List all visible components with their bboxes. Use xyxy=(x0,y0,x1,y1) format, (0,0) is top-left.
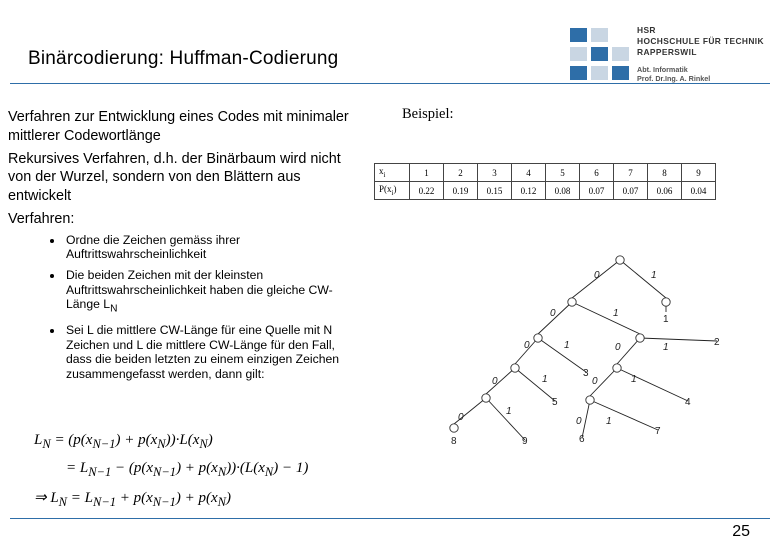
bullet-item xyxy=(64,233,358,262)
leaf-label: 1 xyxy=(663,314,669,325)
tree-node xyxy=(613,364,621,372)
leaf-label: 5 xyxy=(552,397,558,408)
paragraph: Rekursives Verfahren, d.h. der Binärbaum wird nicht von der Wurzel, sondern von den Blättern aus entwickelt xyxy=(8,150,341,205)
edge-label: 1 xyxy=(542,374,548,385)
tree-node xyxy=(511,364,519,372)
tree-node xyxy=(482,394,490,402)
tree-node xyxy=(450,424,458,432)
footer-divider xyxy=(10,518,770,519)
edge-label: 1 xyxy=(564,340,570,351)
edge-label: 1 xyxy=(651,270,657,281)
leaf-label: 4 xyxy=(685,397,691,408)
tree-edge xyxy=(620,260,666,298)
table-cell-p: 0.22 xyxy=(410,182,444,200)
tree-edge xyxy=(582,400,590,438)
bullet-text: Sei L die mittlere CW-Länge für eine Quelle mit N Zeichen und L die mittlere CW-Länge für den Fall, dass die beiden letzten zu einem einzigen Zeichen zusammengefasst werden, dann gilt: xyxy=(66,323,340,381)
row-header: $P(x_i)$ xyxy=(375,182,410,200)
table-cell-x: 9 xyxy=(682,164,716,182)
edge-label: 1 xyxy=(663,342,669,353)
tree-node xyxy=(616,256,624,264)
table-cell-p: 0.12 xyxy=(512,182,546,200)
table-cell-x: 8 xyxy=(648,164,682,182)
org-line: HOCHSCHULE FÜR TECHNIK xyxy=(637,36,764,46)
slide-title: Binärcodierung: Huffman-Codierung xyxy=(28,48,339,69)
tree-node xyxy=(636,334,644,342)
probability-table xyxy=(374,163,716,200)
table-cell-p: 0.15 xyxy=(478,182,512,200)
leaf-label: 3 xyxy=(583,368,589,379)
table-cell-x: 4 xyxy=(512,164,546,182)
edge-label: 0 xyxy=(594,270,600,281)
row-header: $x_i$ xyxy=(375,164,410,182)
table-cell-p: 0.07 xyxy=(580,182,614,200)
department-info xyxy=(637,65,710,83)
edge-label: 0 xyxy=(550,308,556,319)
edge-label: 1 xyxy=(631,374,637,385)
tree-edge xyxy=(486,398,525,440)
table-cell-x: 3 xyxy=(478,164,512,182)
edge-label: 0 xyxy=(615,342,621,353)
page-number: 25 xyxy=(732,523,750,540)
leaf-label: 2 xyxy=(714,337,720,348)
table-cell-x: 7 xyxy=(614,164,648,182)
tree-edge xyxy=(640,338,717,341)
tree-node xyxy=(568,298,576,306)
edge-label: 0 xyxy=(524,340,530,351)
leaf-label: 9 xyxy=(522,436,528,447)
leaf-label: 8 xyxy=(451,436,457,447)
edge-label: 1 xyxy=(506,406,512,417)
edge-label: 0 xyxy=(492,376,498,387)
bullet-item xyxy=(64,268,358,317)
table-cell-p: 0.19 xyxy=(444,182,478,200)
hsr-logo xyxy=(568,26,632,82)
table-cell-p: 0.06 xyxy=(648,182,682,200)
formula-line-3: ⇒ $L_N = L_{N-1} + p(x_{N-1}) + p(x_N)$ xyxy=(34,490,231,509)
example-label: Beispiel: xyxy=(402,106,454,122)
bullet-list xyxy=(8,233,358,382)
leaf-label: 6 xyxy=(579,434,585,445)
formula-line-1: $L_N = (p(x_{N-1}) + p(x_N))\cdot L(x_N)$ xyxy=(34,432,213,451)
body-text xyxy=(8,108,358,388)
table-cell-p: 0.07 xyxy=(614,182,648,200)
table-cell-x: 1 xyxy=(410,164,444,182)
tree-edge xyxy=(486,368,515,394)
paragraph: Verfahren zur Entwicklung eines Codes mit minimaler mittlerer Codewortlänge xyxy=(8,109,349,144)
tree-node xyxy=(662,298,670,306)
bullet-text: Die beiden Zeichen mit der kleinsten Auftrittswahrscheinlichkeit haben die gleiche CW-Länge L xyxy=(66,267,333,312)
title-divider xyxy=(10,83,770,84)
leaf-label: 7 xyxy=(655,426,661,437)
tree-edge xyxy=(538,338,586,372)
bullet-text: Ordne die Zeichen gemäss ihrer Auftrittswahrscheinlichkeit xyxy=(66,232,241,262)
tree-node xyxy=(534,334,542,342)
tree-edge xyxy=(590,400,658,430)
table-cell-p: 0.04 xyxy=(682,182,716,200)
formula-line-2: = $L_{N-1} - (p(x_{N-1}) + p(x_N))\cdot(L(x_N) - 1)$ xyxy=(66,460,309,479)
dept-line: Abt. Informatik xyxy=(637,65,688,74)
tree-edge xyxy=(572,302,640,334)
table-row xyxy=(375,164,716,182)
edge-label: 0 xyxy=(576,416,582,427)
edge-label: 0 xyxy=(458,412,464,423)
edge-label: 1 xyxy=(606,416,612,427)
tree-edge xyxy=(515,368,555,401)
dept-line: Prof. Dr.Ing. A. Rinkel xyxy=(637,74,711,83)
table-cell-p: 0.08 xyxy=(546,182,580,200)
org-line: HSR xyxy=(637,25,656,35)
tree-node xyxy=(586,396,594,404)
table-cell-x: 6 xyxy=(580,164,614,182)
table-cell-x: 5 xyxy=(546,164,580,182)
subscript: N xyxy=(110,303,118,315)
bullet-item xyxy=(64,323,358,381)
org-name xyxy=(637,25,764,58)
edge-label: 0 xyxy=(592,376,598,387)
table-row xyxy=(375,182,716,200)
edge-label: 1 xyxy=(613,308,619,319)
table-cell-x: 2 xyxy=(444,164,478,182)
huffman-tree-diagram xyxy=(430,250,760,455)
org-line: RAPPERSWIL xyxy=(637,47,697,57)
tree-edge xyxy=(617,368,688,401)
paragraph: Verfahren: xyxy=(8,210,75,227)
